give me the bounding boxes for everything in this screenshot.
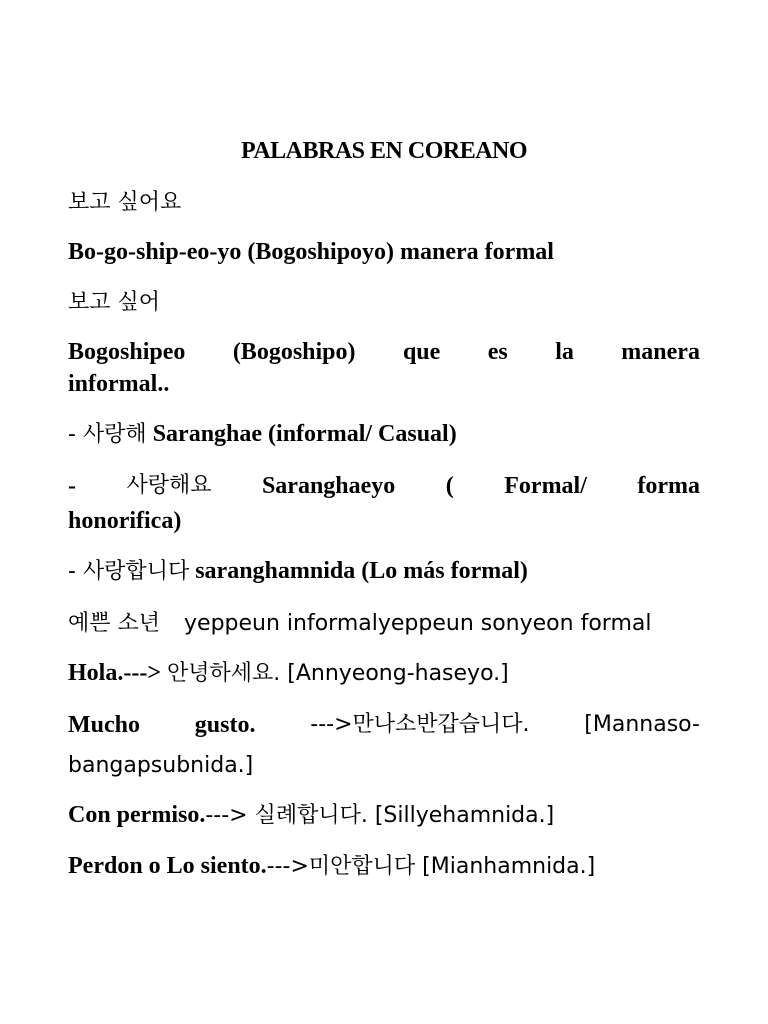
word: que (402, 339, 441, 365)
phrase-continuation (68, 748, 700, 783)
page-title: PALABRAS EN COREANO (240, 138, 528, 164)
word: honorifica) (68, 508, 182, 534)
romanization-line (68, 335, 700, 369)
word: ( (445, 473, 454, 499)
vocab-line (68, 554, 700, 589)
word: informal.. (68, 371, 170, 397)
word: Formal/ (504, 473, 587, 499)
document-page (68, 0, 700, 1024)
korean-text: ---> 실례합니다. [Sillyehamnida.] (205, 803, 555, 828)
word: Saranghaeyo (261, 473, 396, 499)
romanization-text: saranghamnida (Lo más formal) (195, 558, 528, 584)
korean-text: 보고 싶어요 (68, 190, 182, 215)
word: Bogoshipeo (68, 339, 186, 365)
phrase-line (68, 798, 700, 833)
spanish-text: Con permiso. (68, 802, 206, 828)
korean-text: - 사랑해 (68, 422, 147, 447)
word: forma (637, 473, 700, 499)
romanization-line (68, 235, 700, 269)
romanization-text: Saranghae (informal/ Casual) (152, 421, 457, 447)
spanish-text: Mucho (68, 712, 140, 738)
korean-text: --->만나소반갑습니다. (310, 712, 530, 737)
justified-row (68, 469, 700, 503)
romanization-text: yeppeun informalyeppeun sonyeon formal (184, 611, 652, 636)
vocab-line (68, 469, 700, 503)
korean-text: 보고 싶어 (68, 290, 161, 315)
spanish-text: gusto. (194, 712, 256, 738)
word: manera (621, 339, 700, 365)
phrase-line (68, 708, 700, 742)
korean-text: - 사랑합니다 (68, 559, 190, 584)
romanization-text: [Mannaso- (584, 712, 700, 737)
word: (Bogoshipo) (232, 339, 356, 365)
justified-row (68, 708, 700, 742)
dash: - (68, 473, 76, 499)
word: la (555, 339, 574, 365)
spanish-text: Perdon o Lo siento. (68, 853, 267, 879)
justified-row (68, 335, 700, 369)
korean-phrase-line (68, 185, 700, 220)
spanish-text: Hola.---> (68, 660, 161, 686)
romanization-text: Bo-go-ship-eo-yo (Bogoshipoyo) manera formal (68, 239, 554, 265)
phrase-line (68, 849, 700, 884)
romanization-continuation (68, 367, 700, 401)
vocab-line (68, 417, 700, 452)
romanization-text: bangapsubnida.] (68, 753, 254, 778)
vocab-continuation (68, 504, 700, 538)
korean-text: --->미안합니다 [Mianhamnida.] (266, 854, 596, 879)
korean-text: 사랑해요 (126, 473, 212, 498)
korean-phrase-line (68, 285, 700, 320)
korean-text: 안녕하세요. [Annyeong-haseyo.] (167, 661, 509, 686)
korean-text: 예쁜 소년 (68, 611, 161, 636)
word: es (487, 339, 508, 365)
phrase-line (68, 656, 700, 691)
vocab-line (68, 606, 700, 641)
